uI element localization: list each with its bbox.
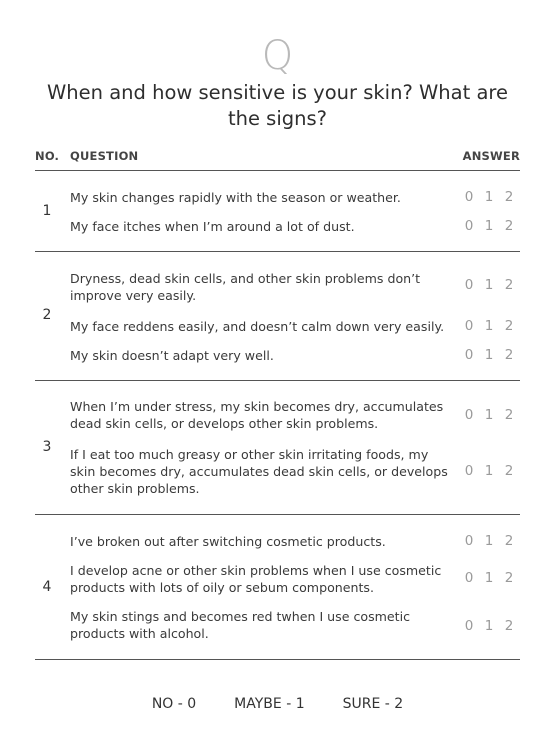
answer-options xyxy=(464,218,514,234)
answer-option-0[interactable]: 0 xyxy=(464,533,474,549)
answer-options xyxy=(464,463,514,479)
answer-option-1[interactable]: 1 xyxy=(484,407,494,423)
answer-option-1[interactable]: 1 xyxy=(484,218,494,234)
question-text: My face reddens easily, and doesn’t calm down very easily. xyxy=(70,319,445,334)
group-number: 3 xyxy=(42,439,52,455)
group-number: 1 xyxy=(42,203,52,219)
answer-option-1[interactable]: 1 xyxy=(484,189,494,205)
answer-options xyxy=(464,533,514,549)
answer-option-2[interactable]: 2 xyxy=(504,347,514,363)
question-text: I develop acne or other skin problems when I use cosmetic products with lots of oily or sebum components. xyxy=(70,563,442,595)
answer-option-2[interactable]: 2 xyxy=(504,570,514,586)
group-number: 4 xyxy=(42,579,52,595)
answer-option-1[interactable]: 1 xyxy=(484,570,494,586)
answer-option-2[interactable]: 2 xyxy=(504,318,514,334)
column-header-question: QUESTION xyxy=(70,149,139,163)
answer-option-0[interactable]: 0 xyxy=(464,277,474,293)
column-header-answer: ANSWER xyxy=(462,149,520,163)
answer-option-0[interactable]: 0 xyxy=(464,618,474,634)
answer-option-2[interactable]: 2 xyxy=(504,189,514,205)
answer-option-2[interactable]: 2 xyxy=(504,463,514,479)
question-row xyxy=(70,562,520,596)
answer-option-0[interactable]: 0 xyxy=(464,407,474,423)
question-row xyxy=(70,398,520,432)
question-text: My skin doesn’t adapt very well. xyxy=(70,348,274,363)
answer-legend xyxy=(0,696,555,712)
answer-option-1[interactable]: 1 xyxy=(484,463,494,479)
answer-option-1[interactable]: 1 xyxy=(484,277,494,293)
legend-sure: SURE - 2 xyxy=(342,696,404,712)
question-text: When I’m under stress, my skin becomes dry, accumulates dead skin cells, or develops other skin problems. xyxy=(70,399,444,431)
answer-option-1[interactable]: 1 xyxy=(484,618,494,634)
table-header xyxy=(35,146,520,171)
answer-option-0[interactable]: 0 xyxy=(464,318,474,334)
question-text: If I eat too much greasy or other skin irritating foods, my skin becomes dry, accumulates dead skin cells, or develops other skin problems. xyxy=(70,447,448,496)
answer-option-1[interactable]: 1 xyxy=(484,318,494,334)
question-group-3 xyxy=(35,381,520,515)
answer-option-2[interactable]: 2 xyxy=(504,277,514,293)
question-row xyxy=(70,218,520,235)
answer-option-2[interactable]: 2 xyxy=(504,618,514,634)
question-group-4 xyxy=(35,515,520,660)
answer-options xyxy=(464,189,514,205)
question-row xyxy=(70,189,520,206)
question-text: I’ve broken out after switching cosmetic products. xyxy=(70,534,386,549)
question-text: Dryness, dead skin cells, and other skin problems don’t improve very easily. xyxy=(70,271,421,303)
question-group-2 xyxy=(35,252,520,381)
answer-option-0[interactable]: 0 xyxy=(464,570,474,586)
column-header-no: NO. xyxy=(35,149,60,163)
answer-option-1[interactable]: 1 xyxy=(484,347,494,363)
group-number: 2 xyxy=(42,307,52,323)
answer-options xyxy=(464,318,514,334)
question-row xyxy=(70,347,520,364)
question-group-1 xyxy=(35,171,520,252)
question-row xyxy=(70,533,520,550)
answer-option-0[interactable]: 0 xyxy=(464,189,474,205)
answer-option-2[interactable]: 2 xyxy=(504,407,514,423)
answer-options xyxy=(464,407,514,423)
q-icon: Q xyxy=(261,33,294,79)
answer-option-2[interactable]: 2 xyxy=(504,533,514,549)
page-title: When and how sensitive is your skin? What are the signs? xyxy=(47,81,508,130)
answer-options xyxy=(464,618,514,634)
question-row xyxy=(70,318,520,335)
question-row xyxy=(70,270,520,304)
question-row xyxy=(70,446,520,497)
question-text: My skin changes rapidly with the season or weather. xyxy=(70,190,401,205)
question-text: My skin stings and becomes red twhen I use cosmetic products with alcohol. xyxy=(70,609,411,641)
answer-options xyxy=(464,277,514,293)
answer-option-2[interactable]: 2 xyxy=(504,218,514,234)
legend-no: NO - 0 xyxy=(151,696,197,712)
answer-options xyxy=(464,347,514,363)
answer-option-0[interactable]: 0 xyxy=(464,347,474,363)
answer-option-1[interactable]: 1 xyxy=(484,533,494,549)
answer-option-0[interactable]: 0 xyxy=(464,218,474,234)
legend-maybe: MAYBE - 1 xyxy=(234,696,305,712)
question-text: My face itches when I’m around a lot of dust. xyxy=(70,219,355,234)
answer-option-0[interactable]: 0 xyxy=(464,463,474,479)
question-row xyxy=(70,608,520,642)
answer-options xyxy=(464,570,514,586)
